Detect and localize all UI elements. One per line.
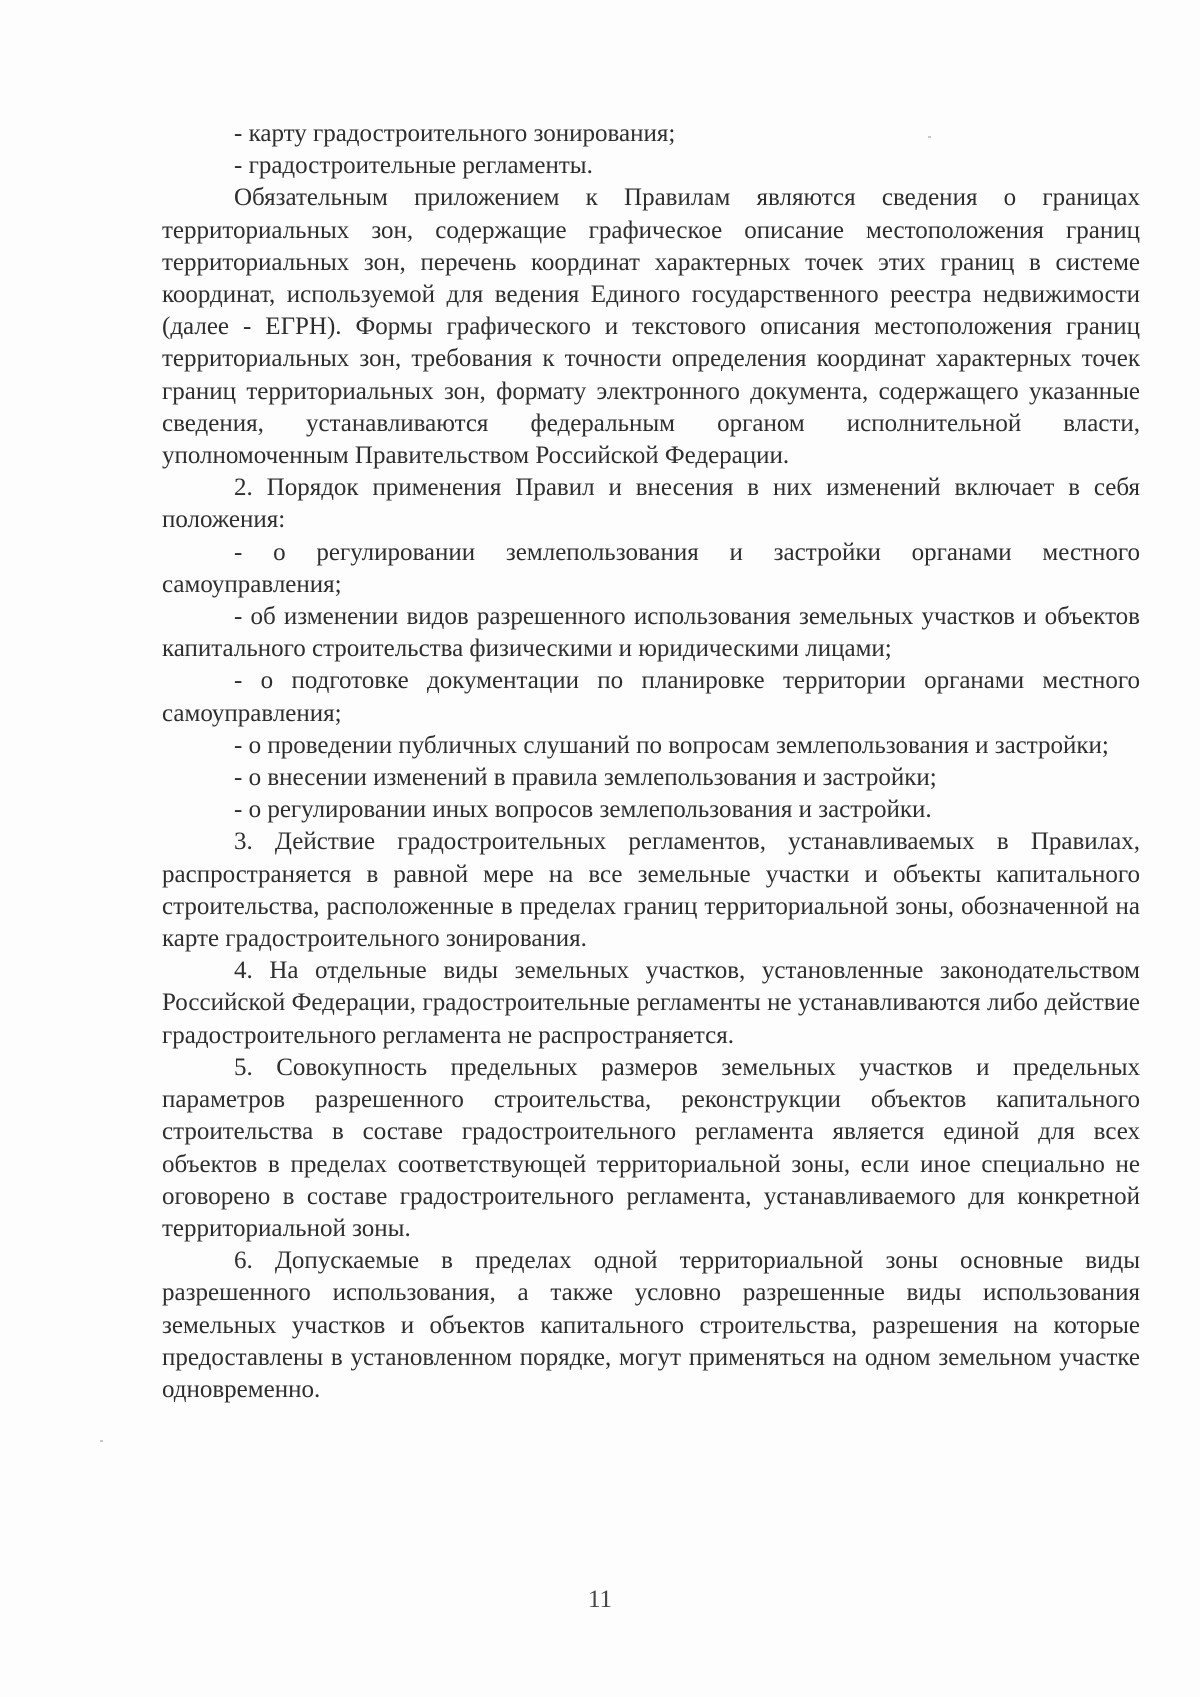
paragraph: Обязательным приложением к Правилам являются сведения о границах территориальных зон, содержащие графическое описание местоположения границ территориальных зон, перечень координат характерных точек этих границ в системе координат, используемой для ведения Единого государственного реестра недвижимости (далее - ЕГРН). Формы графического и текстового описания местоположения границ территориальных зон, требования к точности определения координат характерных точек границ территориальных зон, формату электронного документа, содержащего указанные сведения, устанавливаются федеральным органом исполнительной власти, уполномоченным Правительством Российской Федерации.	[162, 184, 1140, 470]
document-body	[162, 118, 1140, 1406]
paragraph: - об изменении видов разрешенного использования земельных участков и объектов капитального строительства физическими и юридическими лицами;	[162, 603, 1140, 663]
paragraph: - о подготовке документации по планировке территории органами местного самоуправления;	[162, 667, 1140, 727]
paragraph: - градостроительные регламенты.	[234, 152, 593, 180]
paragraph: 3. Действие градостроительных регламентов, устанавливаемых в Правилах, распространяется в равной мере на все земельные участки и объекты капитального строительства, расположенные в пределах границ территориальной зоны, обозначенной на карте градостроительного зонирования.	[162, 828, 1140, 953]
page-number: 11	[587, 1586, 613, 1613]
paragraph: - о проведении публичных слушаний по вопросам землепользования и застройки;	[234, 731, 1109, 759]
paragraph: 2. Порядок применения Правил и внесения в них изменений включает в себя положения:	[162, 474, 1140, 534]
paragraph: - о регулировании землепользования и застройки органами местного самоуправления;	[162, 538, 1140, 598]
scan-speck	[100, 1440, 103, 1442]
paragraph: 5. Совокупность предельных размеров земельных участков и предельных параметров разрешенного строительства, реконструкции объектов капитального строительства в составе градостроительного регламента является единой для всех объектов в пределах соответствующей территориальной зоны, если иное специально не оговорено в составе градостроительного регламента, устанавливаемого для конкретной территориальной зоны.	[162, 1053, 1140, 1242]
paragraph: 6. Допускаемые в пределах одной территориальной зоны основные виды разрешенного использования, а также условно разрешенные виды использования земельных участков и объектов капитального строительства, разрешения на которые предоставлены в установленном порядке, могут применяться на одном земельном участке одновременно.	[162, 1247, 1140, 1403]
paragraph: - о регулировании иных вопросов землепользования и застройки.	[234, 796, 932, 824]
paragraph: 4. На отдельные виды земельных участков, установленные законодательством Российской Федерации, градостроительные регламенты не устанавливаются либо действие градостроительного регламента не распространяется.	[162, 957, 1140, 1049]
paragraph: - о внесении изменений в правила землепользования и застройки;	[234, 764, 937, 792]
scan-speck	[928, 136, 931, 138]
paragraph: - карту градостроительного зонирования;	[234, 120, 676, 147]
